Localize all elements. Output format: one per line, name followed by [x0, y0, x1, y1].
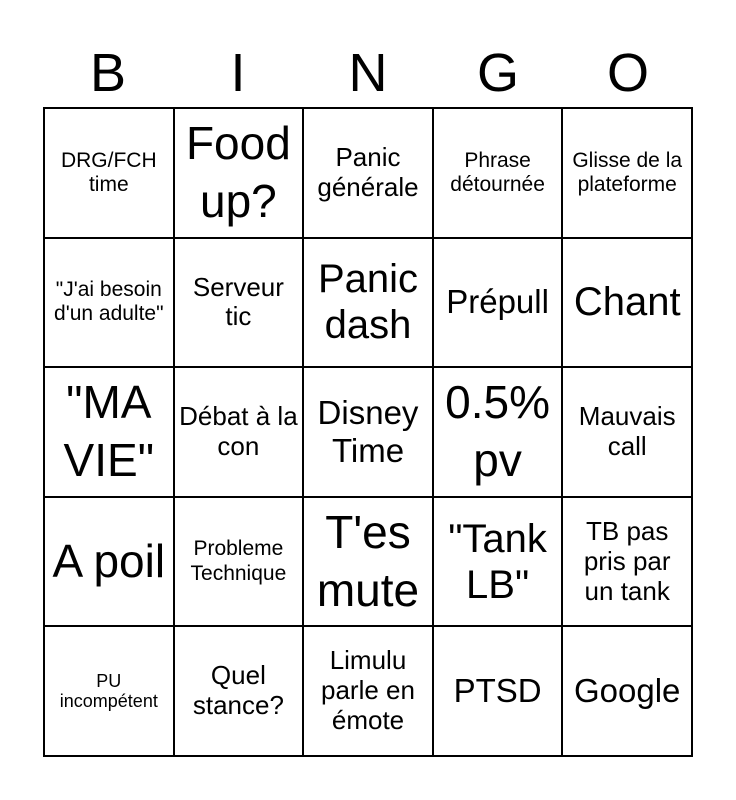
bingo-cell[interactable]: Débat à la con — [174, 367, 304, 497]
bingo-cell[interactable]: A poil — [44, 497, 174, 627]
bingo-cell[interactable]: Phrase détournée — [433, 108, 563, 238]
bingo-cell[interactable]: 0.5% pv — [433, 367, 563, 497]
header-letter-g: G — [476, 43, 519, 103]
bingo-cell[interactable]: PU incompétent — [44, 626, 174, 756]
bingo-cell[interactable]: DRG/FCH time — [44, 108, 174, 238]
bingo-cell[interactable]: PTSD — [433, 626, 563, 756]
header-letter-n: N — [348, 43, 388, 103]
bingo-cell[interactable]: Serveur tic — [174, 238, 304, 368]
bingo-cell[interactable]: Quel stance? — [174, 626, 304, 756]
bingo-cell[interactable]: Mauvais call — [562, 367, 692, 497]
bingo-board — [43, 107, 693, 757]
bingo-cell[interactable]: Panic dash — [303, 238, 433, 368]
bingo-cell[interactable]: Glisse de la plateforme — [562, 108, 692, 238]
header-letter-i: I — [230, 43, 246, 103]
bingo-cell[interactable]: Prépull — [433, 238, 563, 368]
bingo-header — [43, 40, 693, 106]
header-letter-o: O — [606, 43, 649, 103]
bingo-cell[interactable]: T'es mute — [303, 497, 433, 627]
bingo-cell[interactable]: "MA VIE" — [44, 367, 174, 497]
bingo-cell[interactable]: Limulu parle en émote — [303, 626, 433, 756]
bingo-cell[interactable]: "J'ai besoin d'un adulte" — [44, 238, 174, 368]
bingo-cell[interactable]: TB pas pris par un tank — [562, 497, 692, 627]
bingo-cell[interactable]: Food up? — [174, 108, 304, 238]
bingo-cell[interactable]: "Tank LB" — [433, 497, 563, 627]
header-letter-b: B — [89, 43, 127, 103]
bingo-cell[interactable]: Chant — [562, 238, 692, 368]
bingo-cell[interactable]: Disney Time — [303, 367, 433, 497]
bingo-cell[interactable]: Probleme Technique — [174, 497, 304, 627]
bingo-cell[interactable]: Google — [562, 626, 692, 756]
bingo-cell[interactable]: Panic générale — [303, 108, 433, 238]
